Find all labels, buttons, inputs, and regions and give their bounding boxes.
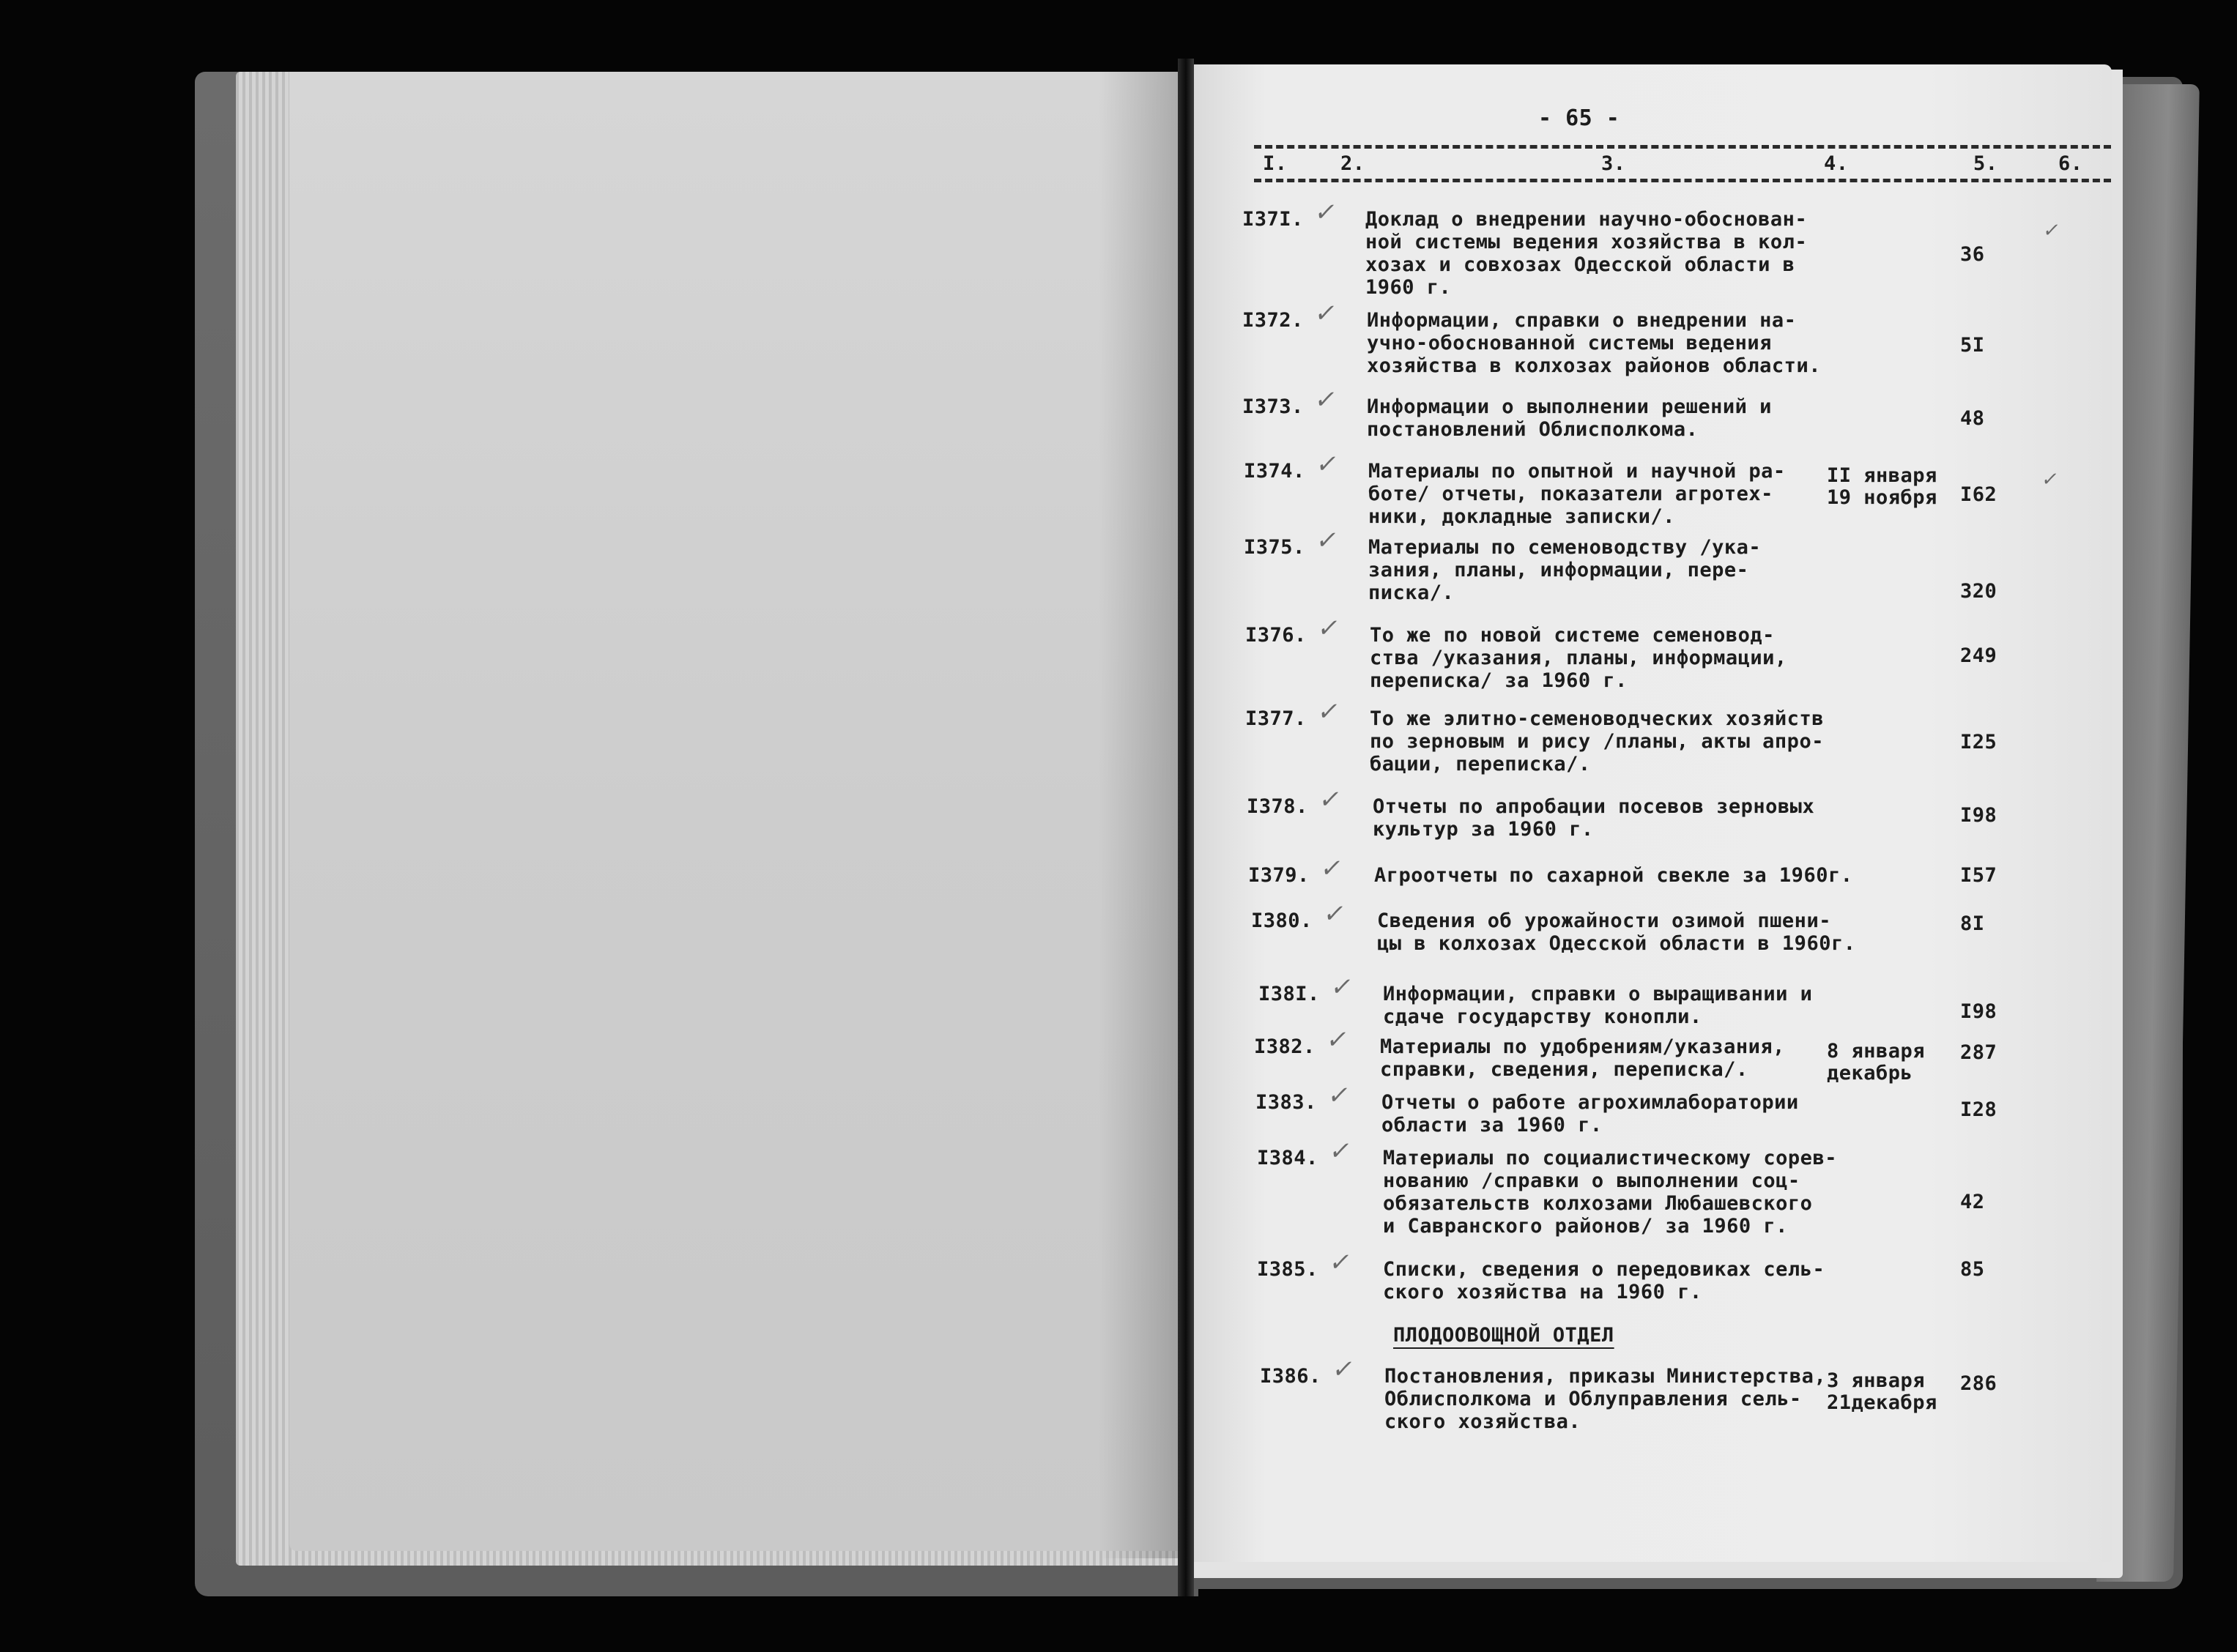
entry-description-line: Материалы по семеноводству /ука- (1368, 536, 1762, 559)
entry-description-line: Материалы по удобрениям/указания, (1380, 1035, 1785, 1058)
column-heading-4: 4. (1824, 152, 1849, 175)
entry-date-line: 8 января (1827, 1040, 1926, 1063)
checkmark-icon: ✓ (1316, 785, 1344, 814)
entry-description-line: области за 1960 г. (1381, 1114, 1603, 1136)
entry-number: I377. (1245, 707, 1307, 730)
entry-number: I375. (1244, 536, 1305, 559)
checkmark-icon: ✓ (1318, 854, 1346, 883)
checkmark-icon: ✓ (1312, 385, 1340, 414)
entry-description-line: ства /указания, планы, информации, (1370, 647, 1787, 669)
checkmark-icon: ✓ (1327, 1136, 1354, 1166)
entry-description-line: Доклад о внедрении научно-обоснован- (1365, 208, 1808, 231)
entry-number: I373. (1242, 395, 1304, 418)
header-rule-top (1254, 145, 2111, 149)
checkmark-icon: ✓ (1313, 450, 1341, 479)
entry-description-line: обязательств колхозами Любашевского (1383, 1192, 1813, 1215)
entry-description-line: сдаче государству конопли. (1383, 1005, 1702, 1028)
entry-number: I38I. (1258, 983, 1320, 1005)
entry-sheet-count: I28 (1960, 1098, 1997, 1121)
entry-description-line: Сведения об урожайности озимой пшени- (1377, 909, 1831, 932)
entry-number: I382. (1254, 1035, 1316, 1058)
checkmark-icon: ✓ (1328, 972, 1356, 1002)
entry-description-line: Агроотчеты по сахарной свекле за 1960г. (1374, 864, 1853, 887)
entry-description-line: Постановления, приказы Министерства, (1384, 1365, 1827, 1388)
entry-date-line: декабрь (1827, 1062, 1913, 1084)
entry-description-line: нованию /справки о выполнении соц- (1383, 1169, 1800, 1192)
entry-description-line: культур за 1960 г. (1373, 818, 1594, 841)
entry-description-line: Облисполкома и Облуправления сель- (1384, 1388, 1802, 1410)
checkmark-icon: ✓ (1313, 526, 1341, 555)
entry-number: I386. (1260, 1365, 1321, 1388)
entry-sheet-count: I57 (1960, 864, 1997, 887)
entry-description-line: Информации, справки о выращивании и (1383, 983, 1813, 1005)
entry-description-line: Отчеты по апробации посевов зерновых (1373, 795, 1815, 818)
entry-description-line: переписка/ за 1960 г. (1370, 669, 1628, 692)
entry-number: I378. (1247, 795, 1308, 818)
entry-sheet-count: I98 (1960, 1000, 1997, 1023)
entry-sheet-count: 48 (1960, 407, 1985, 430)
book-gutter (1178, 59, 1194, 1596)
entry-sheet-count: I62 (1960, 483, 1997, 506)
entry-sheet-count: 286 (1960, 1372, 1997, 1395)
entry-description-line: учно-обоснованной системы ведения (1367, 332, 1772, 354)
entry-description-line: ной системы ведения хозяйства в кол- (1365, 231, 1808, 253)
entry-description-line: Отчеты о работе агрохимлаборатории (1381, 1091, 1799, 1114)
entry-sheet-count: 5I (1960, 334, 1985, 357)
section-heading: ПЛОДООВОЩНОЙ ОТДЕЛ (1393, 1324, 1614, 1347)
entry-number: I379. (1248, 864, 1310, 887)
entry-description-line: и Савранского районов/ за 1960 г. (1383, 1215, 1788, 1238)
entry-number: I376. (1245, 624, 1307, 647)
entry-date-line: 19 ноября (1827, 486, 1937, 509)
checkmark-icon: ✓ (1329, 1355, 1357, 1384)
entry-description-line: по зерновым и рису /планы, акты апро- (1370, 730, 1824, 753)
entry-number: I372. (1242, 309, 1304, 332)
column-heading-3: 3. (1601, 152, 1626, 175)
entry-description-line: хозах и совхозах Одесской области в (1365, 253, 1795, 276)
entry-description-line: цы в колхозах Одесской области в 1960г. (1377, 932, 1856, 955)
entry-description-line: То же элитно-семеноводческих хозяйств (1370, 707, 1824, 730)
checkmark-icon: ✓ (1312, 299, 1340, 328)
checkmark-icon: ✓ (1321, 899, 1348, 929)
entry-description-line: писка/. (1368, 581, 1455, 604)
entry-description-line: ского хозяйства. (1384, 1410, 1581, 1433)
checkmark-icon: ✓ (1315, 697, 1343, 726)
entry-sheet-count: 320 (1960, 580, 1997, 603)
entry-description-line: Списки, сведения о передовиках сель- (1383, 1258, 1825, 1281)
entry-sheet-count: 36 (1960, 243, 1985, 266)
entry-sheet-count: I98 (1960, 804, 1997, 827)
entry-date-line: 3 января (1827, 1369, 1926, 1392)
entry-sheet-count: 249 (1960, 644, 1997, 667)
column-heading-1: I. (1263, 152, 1288, 175)
entry-sheet-count: 42 (1960, 1191, 1985, 1213)
entry-sheet-count: 287 (1960, 1041, 1997, 1064)
left-page-blank (289, 72, 1181, 1551)
entry-description-line: Информации о выполнении решений и (1367, 395, 1772, 418)
entry-description-line: Материалы по опытной и научной ра- (1368, 460, 1786, 483)
entry-number: I383. (1255, 1091, 1317, 1114)
entry-number: I374. (1244, 460, 1305, 483)
entry-description-line: постановлений Облисполкома. (1367, 418, 1699, 441)
entry-number: I385. (1257, 1258, 1318, 1281)
entry-description-line: ского хозяйства на 1960 г. (1383, 1281, 1702, 1303)
entry-description-line: Материалы по социалистическому сорев- (1383, 1147, 1837, 1169)
entry-date-line: II января (1827, 464, 1937, 487)
entry-description-line: зания, планы, информации, пере- (1368, 559, 1749, 581)
entry-sheet-count: 8I (1960, 912, 1985, 935)
entry-description-line: бации, переписка/. (1370, 753, 1591, 775)
entry-number: I380. (1251, 909, 1313, 932)
checkmark-icon: ✓ (1315, 614, 1343, 643)
entry-description-line: Информации, справки о внедрении на- (1367, 309, 1797, 332)
column-heading-6: 6. (2058, 152, 2083, 175)
entry-date-line: 21декабря (1827, 1391, 1937, 1414)
entry-number: I37I. (1242, 208, 1304, 231)
checkmark-icon: ✓ (2039, 469, 2060, 491)
entry-description-line: справки, сведения, переписка/. (1380, 1058, 1748, 1081)
entry-sheet-count: 85 (1960, 1258, 1985, 1281)
checkmark-icon: ✓ (2041, 220, 2062, 242)
page-number: - 65 - (1538, 105, 1620, 131)
left-page-shadow (1099, 72, 1187, 1558)
entry-description-line: хозяйства в колхозах районов области. (1367, 354, 1821, 377)
checkmark-icon: ✓ (1325, 1081, 1353, 1110)
entry-description-line: То же по новой системе семеновод- (1370, 624, 1775, 647)
header-rule-bottom (1254, 179, 2111, 182)
entry-description-line: боте/ отчеты, показатели агротех- (1368, 483, 1773, 505)
checkmark-icon: ✓ (1312, 198, 1340, 227)
checkmark-icon: ✓ (1324, 1025, 1351, 1054)
entry-sheet-count: I25 (1960, 731, 1997, 754)
column-heading-5: 5. (1973, 152, 1998, 175)
entry-number: I384. (1257, 1147, 1318, 1169)
column-heading-2: 2. (1340, 152, 1365, 175)
entry-description-line: 1960 г. (1365, 276, 1452, 299)
entry-description-line: ники, докладные записки/. (1368, 505, 1675, 528)
checkmark-icon: ✓ (1327, 1248, 1354, 1277)
